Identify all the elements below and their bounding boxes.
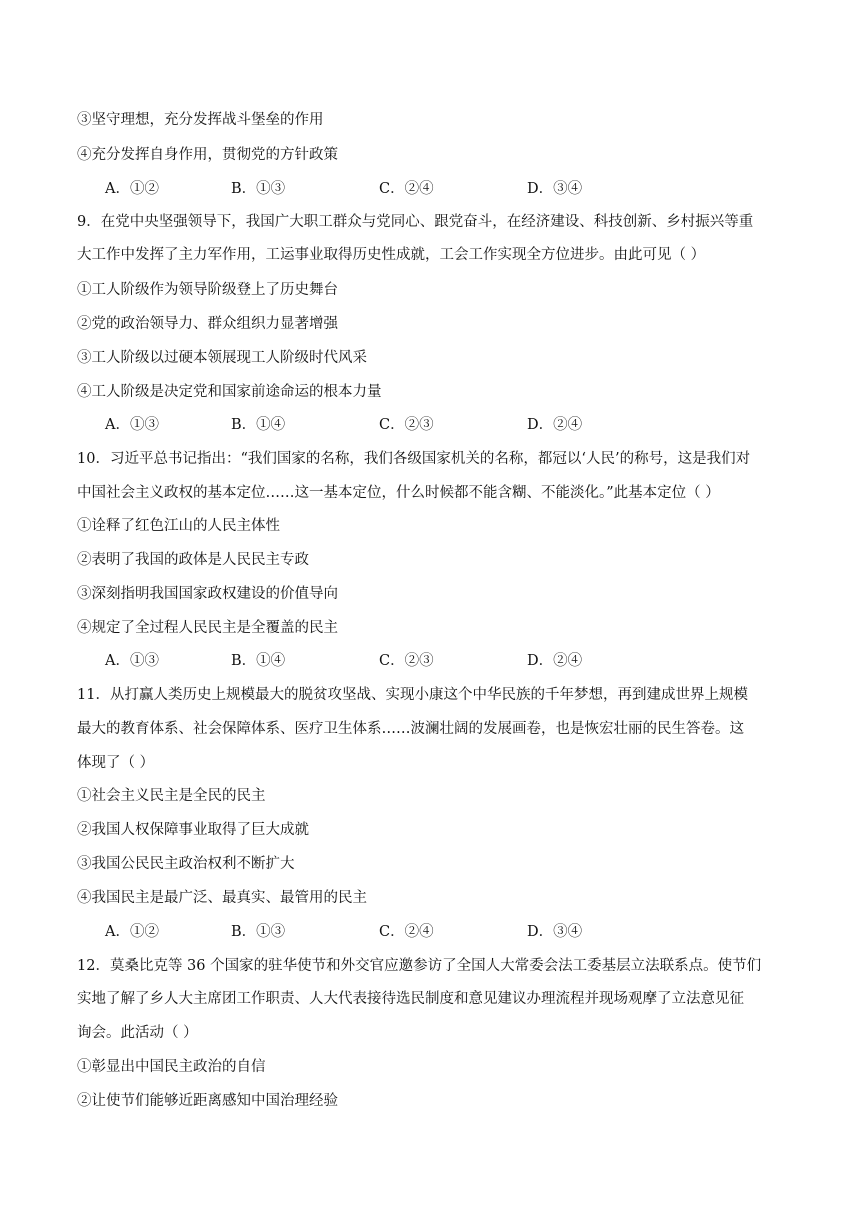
q10-stem-line-1: 10．习近平总书记指出：“我们国家的名称，我们各级国家机关的名称，都冠以‘人民’的称号，这是我们对 (77, 451, 751, 467)
q11-option-c[interactable]: C．②④ (379, 924, 434, 940)
q11-stem-line-3: 体现了（ ） (77, 755, 155, 771)
q10-option-b[interactable]: B．①④ (231, 653, 286, 669)
q8-option-a[interactable]: A．①② (105, 181, 159, 197)
q12-choice-2: ②让使节们能够近距离感知中国治理经验 (77, 1093, 338, 1109)
q9-option-c[interactable]: C．②③ (379, 417, 434, 433)
q12-stem-line-1: 12．莫桑比克等 36 个国家的驻华使节和外交官应邀参访了全国人大常委会法工委基层立法联系点。使节们 (77, 958, 762, 974)
q9-choice-2: ②党的政治领导力、群众组织力显著增强 (77, 316, 338, 332)
q9-stem-line-2: 大工作中发挥了主力军作用，工运事业取得历史性成就，工会工作实现全方位进步。由此可见（ ） (77, 247, 706, 263)
q9-option-a[interactable]: A．①③ (105, 417, 159, 433)
q9-choice-1: ①工人阶级作为领导阶级登上了历史舞台 (77, 282, 338, 298)
q10-stem-line-2: 中国社会主义政权的基本定位……这一基本定位，什么时候都不能含糊、不能淡化。”此基本定位（ ） (77, 485, 720, 501)
q8-option-c[interactable]: C．②④ (379, 181, 434, 197)
q12-stem-line-2: 实地了解了乡人大主席团工作职责、人大代表接待选民制度和意见建议办理流程并现场观摩了立法意见征 (77, 991, 744, 1007)
q11-choice-2: ②我国人权保障事业取得了巨大成就 (77, 822, 309, 838)
q10-choice-2: ②表明了我国的政体是人民民主专政 (77, 552, 309, 568)
q8-option-b[interactable]: B．①③ (231, 181, 286, 197)
q9-choice-4: ④工人阶级是决定党和国家前途命运的根本力量 (77, 384, 382, 400)
q11-choice-1: ①社会主义民主是全民的民主 (77, 788, 266, 804)
q8-option-d[interactable]: D．③④ (527, 181, 583, 197)
q11-option-a[interactable]: A．①② (105, 924, 159, 940)
q11-option-d[interactable]: D．③④ (527, 924, 583, 940)
q11-option-b[interactable]: B．①③ (231, 924, 286, 940)
q9-option-b[interactable]: B．①④ (231, 417, 286, 433)
q10-option-c[interactable]: C．②③ (379, 653, 434, 669)
q11-stem-line-1: 11．从打赢人类历史上规模最大的脱贫攻坚战、实现小康这个中华民族的千年梦想，再到建成世界上规模 (77, 687, 748, 703)
q10-option-d[interactable]: D．②④ (527, 653, 583, 669)
q12-choice-1: ①彰显出中国民主政治的自信 (77, 1059, 266, 1075)
q9-option-d[interactable]: D．②④ (527, 417, 583, 433)
q9-choice-3: ③工人阶级以过硬本领展现工人阶级时代风采 (77, 350, 367, 366)
q10-choice-1: ①诠释了红色江山的人民主体性 (77, 518, 280, 534)
q8-choice-4: ④充分发挥自身作用，贯彻党的方针政策 (77, 147, 338, 163)
q9-stem-line-1: 9．在党中央坚强领导下，我国广大职工群众与党同心、跟党奋斗，在经济建设、科技创新、乡村振兴等重 (77, 214, 754, 230)
q11-stem-line-2: 最大的教育体系、社会保障体系、医疗卫生体系……波澜壮阔的发展画卷，也是恢宏壮丽的民生答卷。这 (77, 721, 744, 737)
q12-stem-line-3: 询会。此活动（ ） (77, 1025, 198, 1041)
q10-choice-3: ③深刻指明我国国家政权建设的价值导向 (77, 586, 338, 602)
q10-option-a[interactable]: A．①③ (105, 653, 159, 669)
q11-choice-4: ④我国民主是最广泛、最真实、最管用的民主 (77, 890, 367, 906)
q10-choice-4: ④规定了全过程人民民主是全覆盖的民主 (77, 620, 338, 636)
q8-choice-3: ③坚守理想，充分发挥战斗堡垒的作用 (77, 112, 324, 128)
q11-choice-3: ③我国公民民主政治权利不断扩大 (77, 856, 295, 872)
